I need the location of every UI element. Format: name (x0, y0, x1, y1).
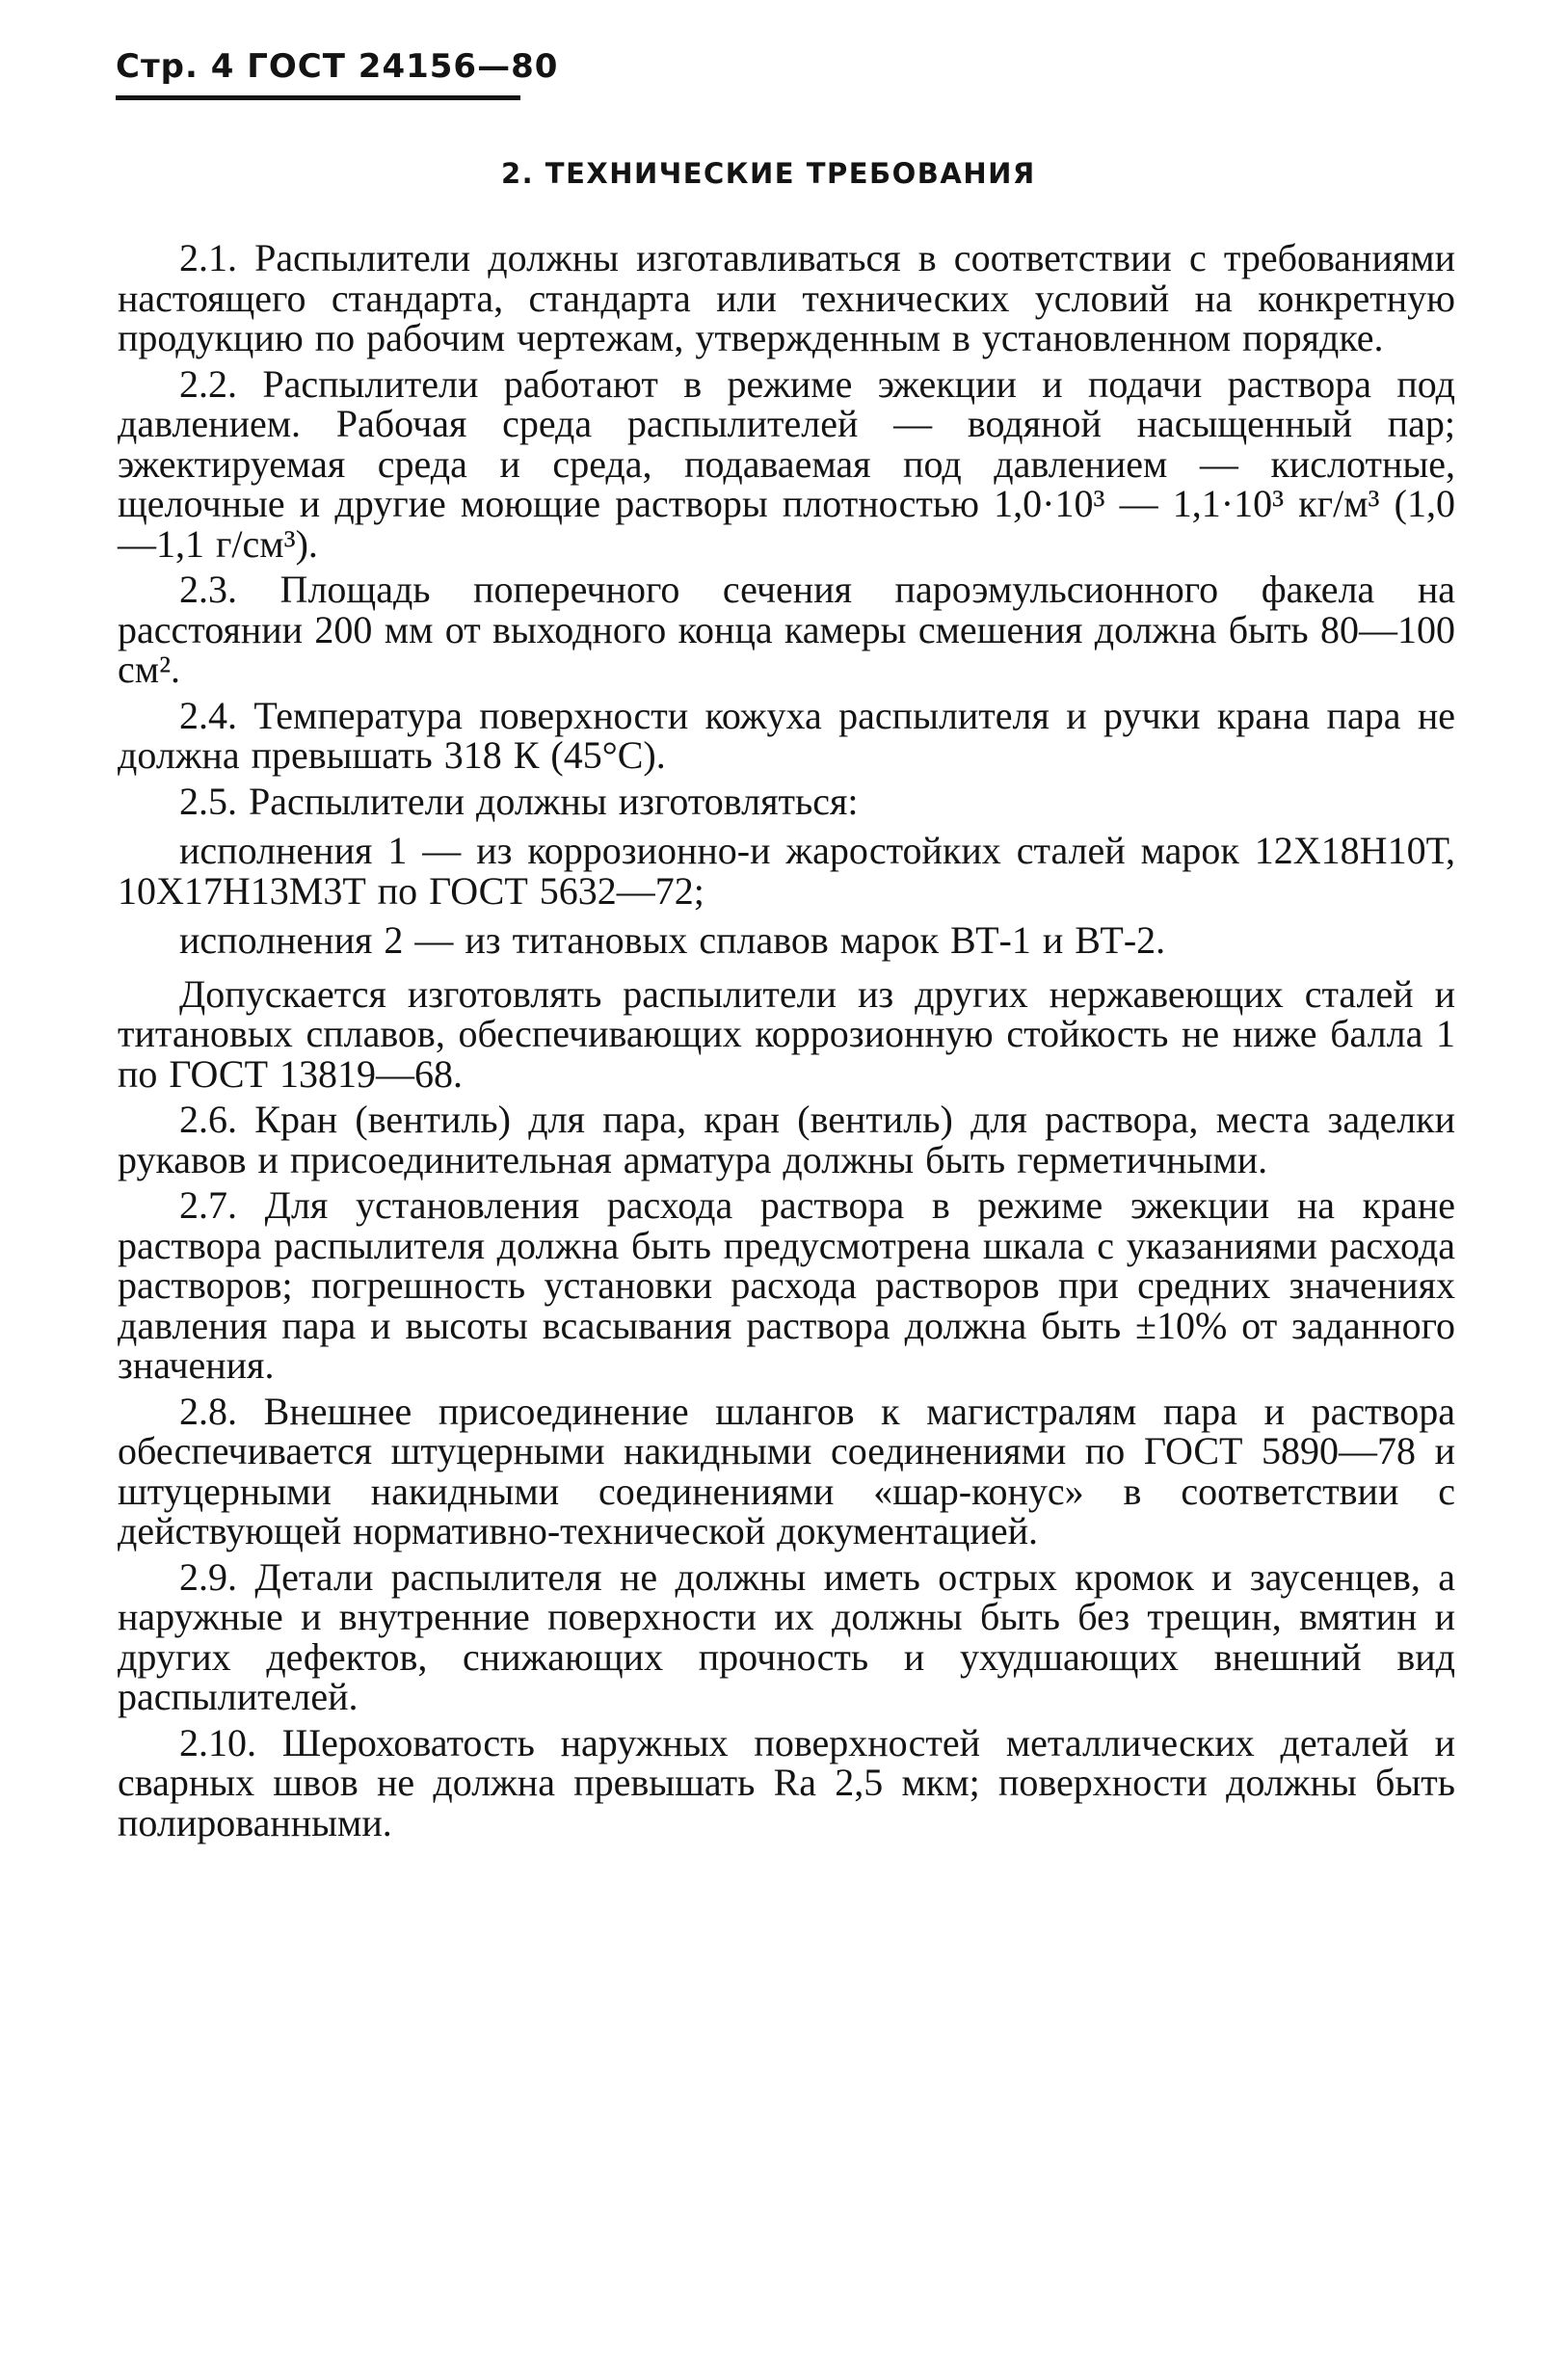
paragraph-2-3: 2.3. Площадь поперечного сечения пароэмульсионного факела на расстоянии 200 мм от выходного конца камеры смешения должна быть 80—100 см². (118, 568, 1455, 691)
paragraph-2-5: 2.5. Распылители должны изготовляться: (179, 779, 859, 823)
paragraph-2-4: 2.4. Температура поверхности кожуха распылителя и ручки крана пара не должна превышать 318 К (45°С). (118, 693, 1455, 777)
paragraph-2-1: 2.1. Распылители должны изготавливаться в соответствии с требованиями настоящего стандарта, стандарта или технических условий на конкретную продукцию по рабочим чертежам, утвержденным в установленном порядке. (118, 236, 1455, 359)
document-body (118, 238, 1455, 1848)
section-title: 2. ТЕХНИЧЕСКИЕ ТРЕБОВАНИЯ (501, 157, 1036, 190)
paragraph-2-8: 2.8. Внешнее присоединение шлангов к магистралям пара и раствора обеспечивается штуцерными накидными соединениями по ГОСТ 5890—78 и штуцерными накидными соединениями «шар-конус» в соответствии с действующей нормативно-технической документацией. (118, 1389, 1455, 1552)
paragraph-2-5-note: Допускается изготовлять распылители из других нержавеющих сталей и титановых сплавов, обеспечивающих коррозионную стойкость не ниже балла 1 по ГОСТ 13819—68. (118, 971, 1455, 1096)
paragraph-2-6: 2.6. Кран (вентиль) для пара, кран (вентиль) для раствора, места заделки рукавов и присоединительная арматура должны быть герметичными. (118, 1098, 1455, 1181)
paragraph-2-2: 2.2. Распылители работают в режиме эжекции и подачи раствора под давлением. Рабочая среда распылителей — водяной насыщенный пар; эжектируемая среда и среда, подаваемая под давлением — кислотные, щелочные и другие моющие растворы плотностью 1,0·10³ — 1,1·10³ кг/м³ (1,0—1,1 г/см³). (118, 361, 1455, 566)
paragraph-2-5-variant-1: исполнения 1 — из коррозионно-и жаростойких сталей марок 12Х18Н10Т, 10Х17Н13М3Т по ГОСТ 5632—72; (118, 829, 1455, 913)
paragraph-2-5-variant-2: исполнения 2 — из титановых сплавов марок ВТ-1 и ВТ-2. (179, 918, 1166, 962)
paragraph-2-10: 2.10. Шероховатость наружных поверхностей металлических деталей и сварных швов не должна превышать Ra 2,5 мкм; поверхности должны быть полированными. (118, 1720, 1455, 1844)
paragraph-2-9: 2.9. Детали распылителя не должны иметь острых кромок и заусенцев, а наружные и внутренние поверхности их должны быть без трещин, вмятин и других дефектов, снижающих прочность и ухудшающих внешний вид распылителей. (118, 1554, 1455, 1718)
page-header: Стр. 4 ГОСТ 24156—80 (116, 47, 559, 86)
paragraph-2-7: 2.7. Для установления расхода раствора в режиме эжекции на кране раствора распылителя должна быть предусмотрена шкала с указаниями расхода растворов; погрешность установки расхода растворов при средних значениях давления пара и высоты всасывания раствора должна быть ±10% от заданного значения. (118, 1183, 1455, 1387)
header-rule (116, 95, 520, 100)
